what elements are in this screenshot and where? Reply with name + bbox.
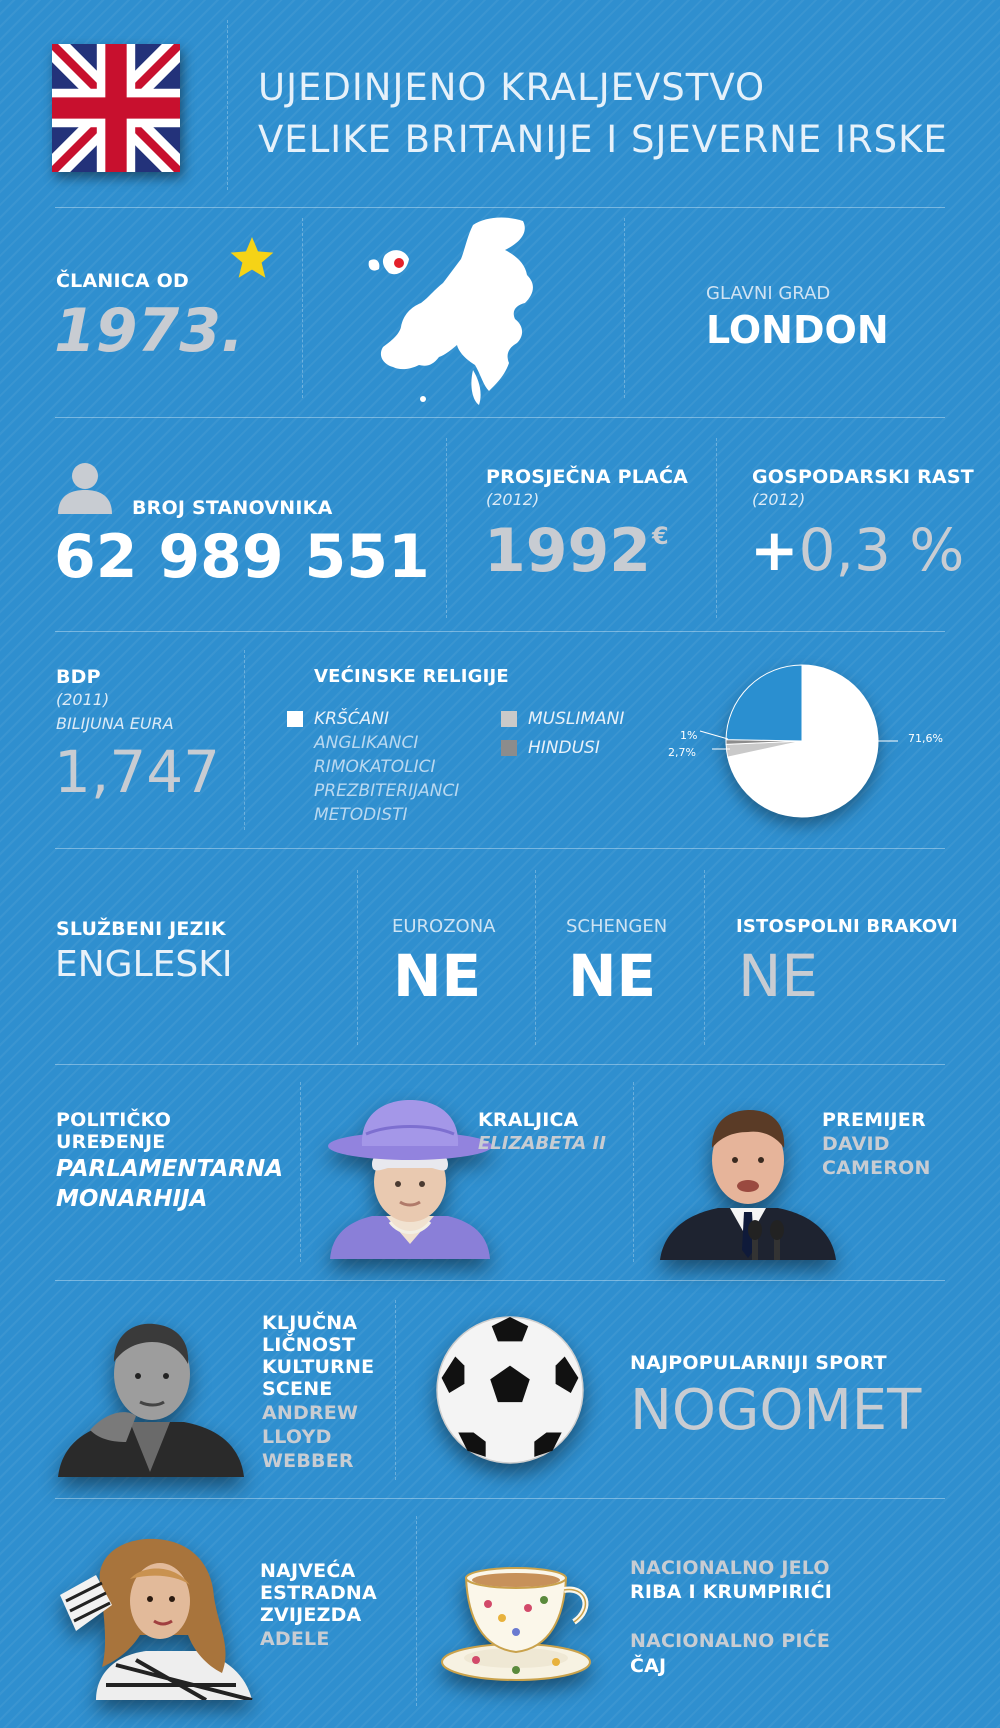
- population-label: BROJ STANOVNIKA: [132, 497, 333, 519]
- pie-slice-other: [726, 665, 802, 741]
- salary-value: 1992: [484, 516, 651, 586]
- gdp-value: 1,747: [54, 738, 221, 806]
- christian-legend-swatch: [287, 711, 303, 727]
- culture-label-4: SCENE: [262, 1378, 333, 1400]
- culture-name-2: LLOYD: [262, 1426, 332, 1448]
- queen-label: KRALJICA: [478, 1109, 579, 1131]
- culture-name-3: WEBBER: [262, 1450, 354, 1472]
- samesex-value: NE: [738, 942, 819, 1010]
- culture-name-1: ANDREW: [262, 1402, 359, 1424]
- schengen-value: NE: [568, 942, 657, 1010]
- star-name: ADELE: [260, 1628, 330, 1650]
- pm-name-1: DAVID: [822, 1133, 890, 1155]
- religion-sub-1: ANGLIKANCI: [314, 733, 419, 753]
- dish-value: RIBA I KRUMPIRIĆI: [630, 1581, 832, 1603]
- politics-label-2: UREĐENJE: [56, 1131, 166, 1153]
- growth-value-group: [750, 516, 964, 584]
- growth-value: 0,3 %: [798, 516, 965, 584]
- person-icon: [56, 462, 114, 518]
- star-label-1: NAJVEĆA: [260, 1560, 356, 1582]
- religion-hindu: HINDUSI: [528, 738, 600, 758]
- pm-label: PREMIJER: [822, 1109, 926, 1131]
- drink-value: ČAJ: [630, 1655, 667, 1677]
- religion-sub-3: PREZBITERIJANCI: [314, 781, 460, 801]
- religion-sub-4: METODISTI: [314, 805, 408, 825]
- membership-label: ČLANICA OD: [56, 270, 189, 292]
- culture-label-2: LIČNOST: [262, 1334, 356, 1356]
- politics-value-1: PARLAMENTARNA: [56, 1156, 284, 1182]
- salary-label: PROSJEČNA PLAĆA: [486, 466, 688, 488]
- pm-name-2: CAMERON: [822, 1157, 931, 1179]
- salary-year: (2012): [486, 490, 540, 509]
- muslim-legend-swatch: [501, 711, 517, 727]
- growth-label: GOSPODARSKI RAST: [752, 466, 974, 488]
- europe-map: [355, 215, 575, 419]
- star-label-3: ZVIJEZDA: [260, 1604, 362, 1626]
- gdp-label: BDP: [56, 666, 101, 688]
- population-value: 62 989 551: [54, 522, 430, 592]
- country-title-line1: UJEDINJENO KRALJEVSTVO: [258, 66, 766, 109]
- dish-label: NACIONALNO JELO: [630, 1557, 830, 1579]
- eurozone-label: EUROZONA: [392, 916, 496, 937]
- language-label: SLUŽBENI JEZIK: [56, 918, 226, 940]
- queen-name: ELIZABETA II: [478, 1133, 606, 1154]
- gdp-unit: BILIJUNA EURA: [56, 714, 174, 733]
- adele-photo: [56, 1535, 266, 1704]
- growth-sign: +: [750, 516, 799, 584]
- capital-label: GLAVNI GRAD: [706, 283, 831, 304]
- football-icon: [434, 1314, 586, 1470]
- star-label-2: ESTRADNA: [260, 1582, 377, 1604]
- uk-flag: [52, 44, 180, 172]
- religion-christian: KRŠĆANI: [314, 709, 389, 729]
- salary-unit: €: [652, 522, 669, 550]
- pie-leader-hindu: [700, 731, 728, 739]
- prime-minister-photo: [658, 1090, 838, 1264]
- eu-star-icon: [228, 234, 276, 286]
- pie-label-muslim: 2,7%: [668, 746, 696, 759]
- capital-value: LONDON: [706, 308, 889, 352]
- membership-year: 1973.: [54, 296, 244, 366]
- tea-cup-image: [436, 1556, 596, 1686]
- culture-label-1: KLJUČNA: [262, 1312, 358, 1334]
- religion-muslim: MUSLIMANI: [528, 709, 625, 729]
- sport-label: NAJPOPULARNIJI SPORT: [630, 1352, 887, 1374]
- hindu-legend-swatch: [501, 740, 517, 756]
- eurozone-value: NE: [393, 942, 482, 1010]
- andrew-lloyd-webber-photo: [56, 1312, 246, 1481]
- pie-label-hindu: 1%: [680, 729, 698, 742]
- politics-label-1: POLITIČKO: [56, 1109, 172, 1131]
- politics-value-2: MONARHIJA: [56, 1186, 208, 1212]
- sport-value: NOGOMET: [630, 1378, 922, 1443]
- religion-sub-2: RIMOKATOLICI: [314, 757, 436, 777]
- gdp-year: (2011): [56, 690, 110, 709]
- religions-title: VEĆINSKE RELIGIJE: [314, 666, 509, 687]
- samesex-label: ISTOSPOLNI BRAKOVI: [736, 916, 958, 937]
- schengen-label: SCHENGEN: [566, 916, 668, 937]
- drink-label: NACIONALNO PIĆE: [630, 1630, 831, 1652]
- country-title-line2: VELIKE BRITANIJE I SJEVERNE IRSKE: [258, 118, 948, 161]
- queen-photo: [320, 1094, 500, 1263]
- culture-label-3: KULTURNE: [262, 1356, 375, 1378]
- pie-label-main: 71,6%: [908, 732, 943, 745]
- language-value: ENGLESKI: [55, 944, 233, 985]
- growth-year: (2012): [752, 490, 806, 509]
